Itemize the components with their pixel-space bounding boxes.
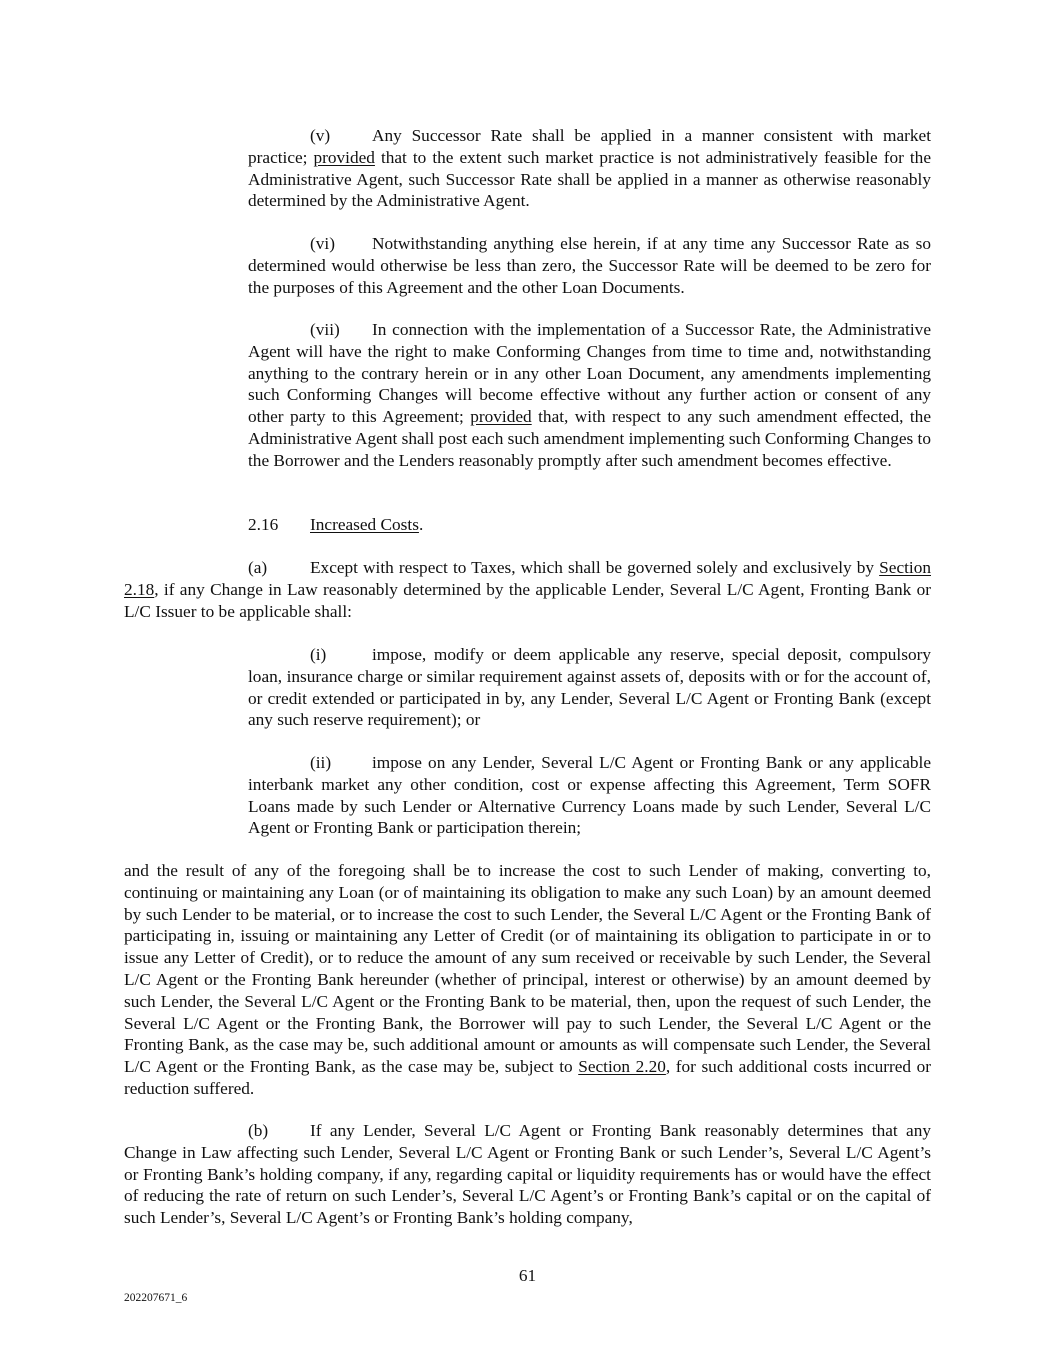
paragraph-text: In connection with the implementation of a Successor Rate, the Administrative Agent will have the right to make Conforming Changes from time to time and, notwithstanding anything to the contrary herein or in any other Loan Document, any amendments implementing such Conforming Changes will become effective without any further action or consent of any other party to this Agreement; [248, 320, 931, 427]
paragraph-text: Notwithstanding anything else herein, if at any time any Successor Rate as so determined would otherwise be less than zero, the Successor Rate will be deemed to be zero for the purposes of this Agreement and the other Loan Documents. [248, 234, 931, 297]
provided-term: provided [313, 147, 375, 167]
document-id: 202207671_6 [124, 1292, 188, 1304]
paragraph-text: that, with respect to any such amendment effected, the Administrative Agent shall post each such amendment implementing such Conforming Changes to the Borrower and the Lenders reasonably promptly after such amendment becomes effective. [248, 407, 931, 470]
section-reference: Section 2.18 [124, 558, 931, 599]
paragraph-number: (b) [248, 1121, 269, 1140]
paragraph-text: If any Lender, Several L/C Agent or Fronting Bank reasonably determines that any Change in Law affecting such Lender, Several L/C Agent or Fronting Bank or such Lender’s, Several L/C Agent’s or Fronting Bank’s holding company, if any, regarding capital or liquidity requirements has or would have the effect of reducing the rate of return on such Lender’s, Several L/C Agent’s or Fronting Bank’s capital or on the capital of such Lender’s, Several L/C Agent’s or Fronting Bank’s holding company, [124, 1121, 931, 1228]
section-reference: Section 2.20 [578, 1057, 666, 1077]
paragraph-text: impose on any Lender, Several L/C Agent or Fronting Bank or any applicable interbank market any other condition, cost or expense affecting this Agreement, Term SOFR Loans made by such Lender or Alternative Currency Loans made by such Lender, Several L/C Agent or Fronting Bank or participation therein; [248, 753, 931, 838]
paragraph-text: , if any Change in Law reasonably determined by the applicable Lender, Several L/C Agent, Fronting Bank or L/C Issuer to be applicable shall: [124, 579, 931, 621]
paragraph-number: (v) [310, 126, 331, 145]
page-number: 61 [518, 1266, 537, 1285]
section-number: 2.16 [248, 515, 279, 534]
paragraph-text: Except with respect to Taxes, which shall be governed solely and exclusively by [310, 558, 880, 577]
paragraph-number: (a) [248, 558, 268, 577]
paragraph-b [124, 1120, 931, 1229]
paragraph-text: impose, modify or deem applicable any reserve, special deposit, compulsory loan, insurance charge or similar requirement against assets of, deposits with or for the account of, or credit extended or participated in by, any Lender, Several L/C Agent or Fronting Bank (except any such reserve requirement); or [248, 645, 931, 730]
paragraph-text: that to the extent such market practice is not administratively feasible for the Administrative Agent, such Successor Rate shall be applied in a manner as otherwise reasonably determined by the Administrative Agent. [248, 147, 931, 211]
paragraph-a-ii [248, 752, 931, 839]
paragraph-a-i [248, 644, 931, 731]
provided-term: provided [470, 407, 532, 427]
paragraph-number: (vi) [310, 234, 335, 253]
paragraph-number: (vii) [310, 320, 340, 339]
paragraph-a [124, 557, 931, 622]
paragraph-number: (i) [310, 645, 327, 664]
section-title: Increased Costs [310, 515, 419, 534]
section-title-period: . [418, 515, 424, 534]
paragraph-number: (ii) [310, 753, 332, 772]
paragraph-text: Any Successor Rate shall be applied in a manner consistent with market practice; [248, 126, 931, 167]
paragraph-vi [248, 233, 931, 298]
paragraph-text: , for such additional costs incurred or reduction suffered. [124, 1057, 931, 1098]
paragraph-v [248, 125, 931, 212]
paragraph-text: and the result of any of the foregoing shall be to increase the cost to such Lender of making, converting to, continuing or maintaining any Loan (or of maintaining its obligation to make any such Loan) by an amount deemed by such Lender to be material, or to increase the cost to such Lender, the Several L/C Agent or the Fronting Bank of participating in, issuing or maintaining any Letter of Credit (or of maintaining its obligation to participate in or to issue any Letter of Credit), or to reduce the amount of any sum received or receivable by such Lender, the Several L/C Agent or the Fronting Bank hereunder (whether of principal, interest or otherwise) by an amount deemed by such Lender, the Several L/C Agent or the Fronting Bank to be material, then, upon the request of such Lender, the Several L/C Agent or the Fronting Bank, the Borrower will pay to such Lender, the Several L/C Agent or the Fronting Bank, as the case may be, such additional amount or amounts as will compensate such Lender, the Several L/C Agent or the Fronting Bank, as the case may be, subject to [124, 861, 931, 1077]
section-heading-2-16 [248, 514, 931, 536]
paragraph-result [124, 860, 931, 1100]
paragraph-vii [248, 319, 931, 472]
